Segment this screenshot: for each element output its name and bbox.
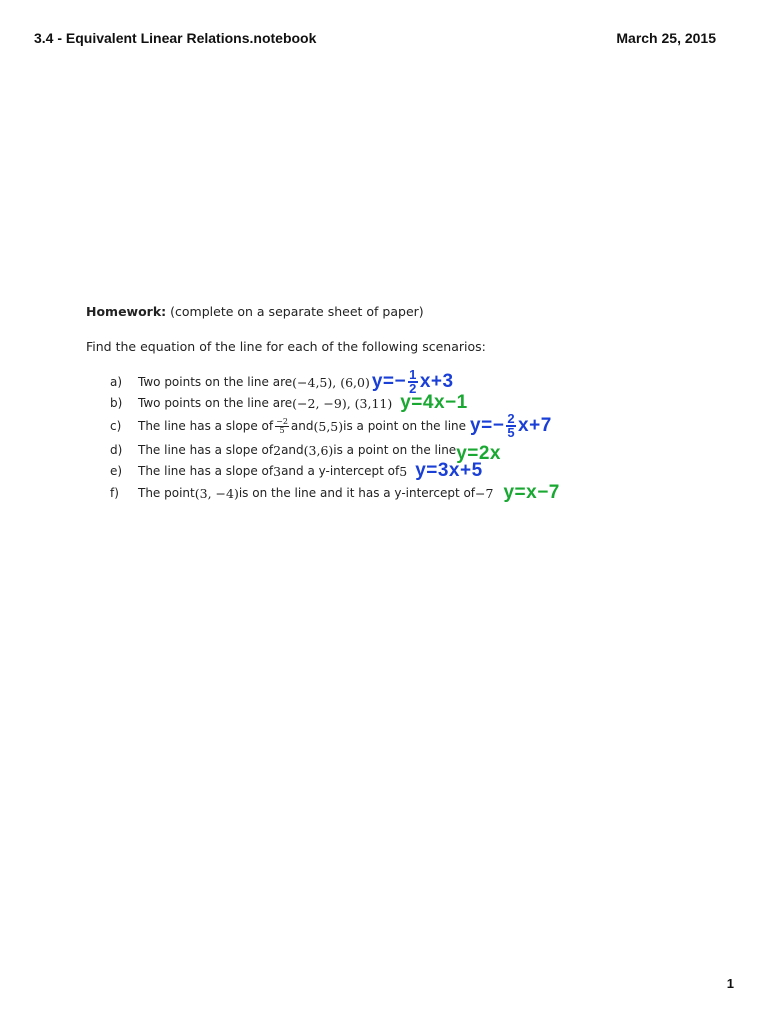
problem-text-mid: and a y-intercept of (281, 464, 400, 478)
homework-heading (86, 304, 424, 319)
problem-d (110, 440, 501, 464)
problem-letter: e) (110, 464, 123, 478)
answer-prefix: y=− (371, 371, 407, 392)
problem-math: (−2, −9), (3,11) (292, 395, 393, 411)
answer-fraction-numerator: 2 (507, 411, 516, 426)
problem-letter: d) (110, 443, 123, 457)
problem-text-end: is a point on the line (333, 443, 457, 457)
homework-label: Homework: (86, 304, 167, 319)
problem-e (110, 461, 483, 481)
page-number: 1 (726, 976, 734, 991)
problem-math-1: 3 (273, 463, 282, 479)
answer-fraction-numerator: 1 (409, 367, 417, 382)
problem-math-2: (3,6) (303, 442, 334, 458)
problem-text-before: The line has a slope of (138, 443, 274, 457)
problem-text: Two points on the line are (138, 375, 293, 389)
homework-instruction: Find the equation of the line for each of the following scenarios: (86, 339, 486, 354)
problem-math-2: −7 (475, 485, 494, 501)
problem-text-before: The line has a slope of (138, 419, 274, 433)
problem-letter: a) (110, 375, 123, 389)
problem-letter: b) (110, 396, 123, 410)
answer-fraction-denominator: 2 (409, 381, 417, 396)
problem-math-1: 2 (273, 442, 282, 458)
problem-text-before: The line has a slope of (138, 464, 274, 478)
handwritten-answer: y=3x+5 (415, 460, 483, 481)
document-title: 3.4 - Equivalent Linear Relations.notebook (34, 30, 317, 46)
problem-math: (−4,5), (6,0) (292, 374, 370, 390)
problem-f (110, 483, 560, 503)
handwritten-answer: y=4x−1 (400, 392, 468, 413)
problem-text-before: The point (138, 486, 195, 500)
problem-math-2: 5 (399, 463, 408, 479)
slope-numerator: −2 (276, 416, 288, 426)
answer-suffix: x+7 (518, 415, 552, 436)
answer-fraction (506, 413, 516, 439)
answer-suffix: x+3 (419, 371, 454, 392)
problem-text: Two points on the line are (138, 396, 293, 410)
document-date: March 25, 2015 (616, 30, 716, 46)
problem-letter: c) (110, 419, 122, 433)
problem-math-1: (3, −4) (194, 485, 239, 501)
answer-fraction-denominator: 5 (507, 425, 516, 440)
problem-math: (5,5) (313, 418, 344, 434)
problem-text-after: and (290, 419, 314, 433)
problem-b (110, 393, 468, 413)
homework-note: (complete on a separate sheet of paper) (166, 304, 424, 319)
problem-a (110, 367, 454, 396)
problem-text-mid: and (281, 443, 304, 457)
problem-letter: f) (110, 486, 119, 500)
slope-denominator: 5 (279, 425, 285, 435)
answer-prefix: y=− (470, 415, 505, 436)
handwritten-answer: y=x−7 (503, 482, 560, 503)
slope-fraction (275, 418, 289, 435)
handwritten-answer (470, 413, 552, 439)
problem-text-end: is a point on the line (343, 419, 467, 433)
problem-c (110, 411, 552, 440)
problem-text-mid: is on the line and it has a y-intercept of (238, 486, 476, 500)
handwritten-answer: y=2x (456, 443, 501, 464)
